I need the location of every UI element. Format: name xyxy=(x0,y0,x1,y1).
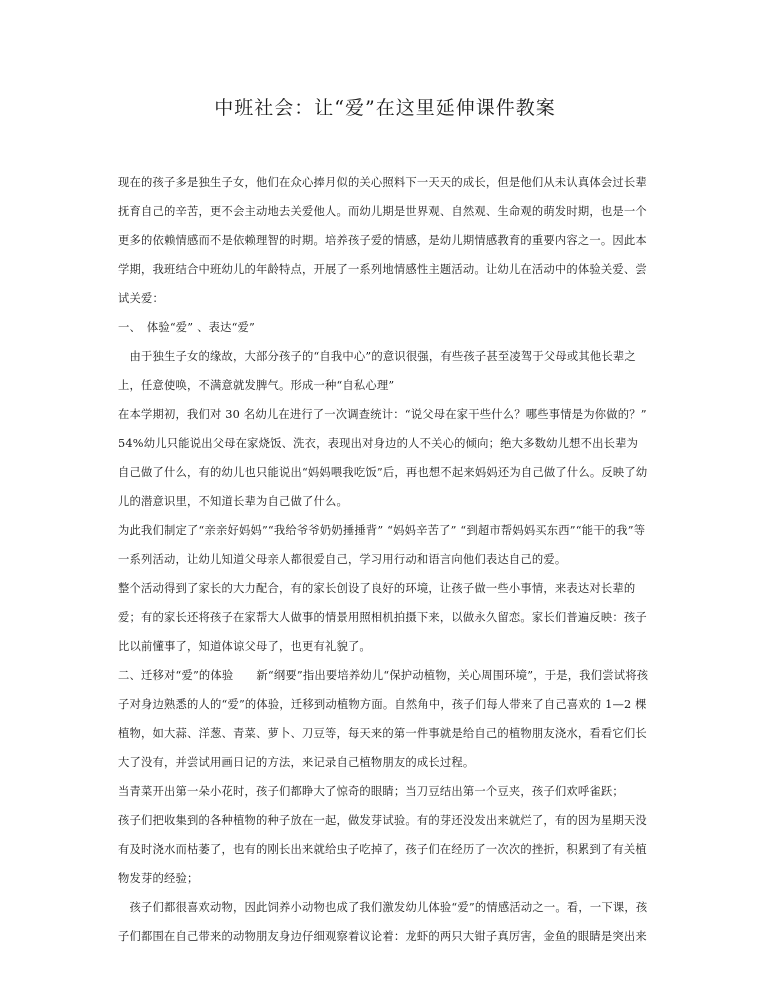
body-line: 一系列活动，让幼儿知道父母亲人都很爱自己，学习用行动和语言向他们表达自己的爱。 xyxy=(118,553,567,566)
body-line: 学期，我班结合中班幼儿的年龄特点，开展了一系列地情感性主题活动。让幼儿在活动中的体验关爱、尝 xyxy=(118,263,647,276)
body-line: 子们都围在自己带来的动物朋友身边仔细观察着议论着：龙虾的两只大钳子真厉害，金鱼的眼睛是突出来 xyxy=(118,930,647,943)
body-line: 物发芽的经验； xyxy=(118,872,199,885)
section-heading-1: 一、 体验“爱” 、表达“爱” xyxy=(118,321,256,334)
section-heading-2: 二、迁移对“爱”的体验 新“纲要”指出要培养幼儿“保护动植物，关心周围环境”，于是，我们尝试将孩 xyxy=(118,669,649,682)
body-line: 有及时浇水而枯萎了，也有的刚长出来就给虫子吃掉了，孩子们在经历了一次次的挫折，积累到了有关植 xyxy=(118,843,647,856)
body-line: 由于独生子女的缘故，大部分孩子的“自我中心”的意识很强，有些孩子甚至凌驾于父母或其他长辈之 xyxy=(118,350,636,363)
body-line: 54%幼儿只能说出父母在家烧饭、洗衣，表现出对身边的人不关心的倾向；绝大多数幼儿想不出长辈为 xyxy=(118,437,639,450)
body-line: 在本学期初，我们对 30 名幼儿在进行了一次调查统计：“说父母在家干些什么？哪些事情是为你做的？” xyxy=(118,408,647,421)
body-line: 试关爱： xyxy=(118,292,164,305)
body-line: 比以前懂事了，知道体谅父母了，也更有礼貌了。 xyxy=(118,640,371,653)
body-line: 抚育自己的辛苦，更不会主动地去关爱他人。而幼儿期是世界观、自然观、生命观的萌发时期，也是一个 xyxy=(118,205,647,218)
body-line: 上，任意使唤，不满意就发脾气。形成一种“自私心理” xyxy=(118,379,395,392)
body-line: 整个活动得到了家长的大力配合，有的家长创设了良好的环境，让孩子做一些小事情，来表达对长辈的 xyxy=(118,582,636,595)
body-line: 现在的孩子多是独生子女，他们在众心捧月似的关心照料下一天天的成长，但是他们从未认真体会过长辈 xyxy=(118,176,647,189)
body-line: 大了没有，并尝试用画日记的方法，来记录自己植物朋友的成长过程。 xyxy=(118,756,475,769)
body-line: 更多的依赖情感而不是依赖理智的时期。培养孩子爱的情感，是幼儿期情感教育的重要内容之一。因此本 xyxy=(118,234,647,247)
document-title: 中班社会：让“爱”在这里延伸课件教案 xyxy=(214,97,556,119)
body-line: 儿的潜意识里，不知道长辈为自己做了什么。 xyxy=(118,495,348,508)
document-body xyxy=(118,168,658,951)
body-line: 当青菜开出第一朵小花时，孩子们都睁大了惊奇的眼睛；当刀豆结出第一个豆夹，孩子们欢呼雀跃； xyxy=(118,785,624,798)
body-line: 爱；有的家长还将孩子在家帮大人做事的情景用照相机拍摄下来，以做永久留恋。家长们普遍反映：孩子 xyxy=(118,611,647,624)
body-line: 植物，如大蒜、洋葱、青菜、萝卜、刀豆等，每天来的第一件事就是给自己的植物朋友浇水，看看它们长 xyxy=(118,727,647,740)
body-line: 自己做了什么，有的幼儿也只能说出“妈妈喂我吃饭”后，再也想不起来妈妈还为自己做了什么。反映了幼 xyxy=(118,466,648,479)
body-line: 孩子们把收集到的各种植物的种子放在一起，做发芽试验。有的芽还没发出来就烂了，有的因为星期天没 xyxy=(118,814,647,827)
body-line: 为此我们制定了“亲亲好妈妈”“我给爷爷奶奶捶捶背” “妈妈辛苦了” “到超市帮妈妈买东西”“能干的我”等 xyxy=(118,524,646,537)
body-line: 子对身边熟悉的人的“爱”的体验，迁移到动植物方面。自然角中，孩子们每人带来了自己喜欢的 1—2 棵 xyxy=(118,698,647,711)
body-line: 孩子们都很喜欢动物，因此饲养小动物也成了我们激发幼儿体验“爱”的情感活动之一。看，一下课，孩 xyxy=(118,901,648,914)
